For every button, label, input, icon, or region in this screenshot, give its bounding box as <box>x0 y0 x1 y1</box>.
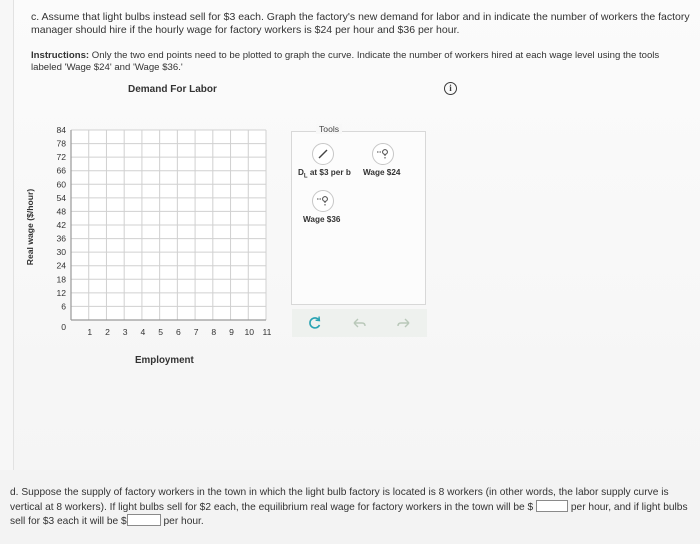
tool-wage-36-label[interactable]: Wage $36 <box>303 215 341 224</box>
redo-glyph <box>393 312 415 334</box>
x-tick-label: 2 <box>105 327 110 337</box>
point-tool-icon[interactable] <box>372 143 394 165</box>
y-tick-label: 30 <box>56 247 66 258</box>
x-tick-label: 4 <box>140 327 146 337</box>
y-tick-label: 84 <box>56 125 66 135</box>
x-axis-label: Employment <box>135 355 194 366</box>
tool-demand-label[interactable] <box>298 168 351 180</box>
tools-legend: Tools <box>316 124 342 134</box>
tool-demand-label-sub: L <box>303 173 308 180</box>
y-tick-label: 72 <box>56 152 66 163</box>
x-tick-label: 11 <box>262 327 272 337</box>
undo-icon[interactable] <box>348 312 370 334</box>
chart-title: Demand For Labor <box>128 84 217 95</box>
point-tool-icon[interactable] <box>312 190 334 212</box>
answer-input-wage-3[interactable] <box>127 514 161 526</box>
question-d-text-3: per hour. <box>160 516 204 528</box>
info-icon[interactable]: i <box>444 82 457 95</box>
x-tick-label: 7 <box>193 327 199 337</box>
y-axis-label: Real wage ($/hour) <box>25 188 35 266</box>
x-tick-label: 1 <box>87 327 93 337</box>
origin-label: 0 <box>61 322 66 332</box>
y-tick-label: 78 <box>56 138 66 149</box>
line-tool-glyph <box>313 144 333 164</box>
y-tick-label: 60 <box>56 179 66 190</box>
x-tick-label: 10 <box>244 327 255 337</box>
x-tick-label: 6 <box>175 327 181 337</box>
line-tool-icon[interactable] <box>312 143 334 165</box>
x-tick-label: 9 <box>229 327 234 337</box>
reset-glyph <box>304 312 326 334</box>
tool-wage-24-label[interactable]: Wage $24 <box>363 168 401 177</box>
y-tick-label: 36 <box>56 233 66 244</box>
y-tick-label: 6 <box>61 301 66 312</box>
y-tick-label: 24 <box>56 260 66 271</box>
redo-icon[interactable] <box>393 312 415 334</box>
question-d-text-2: per hour, and if light bulbs sell for $3 each it will be $ <box>10 501 688 528</box>
y-tick-label: 48 <box>56 206 66 217</box>
question-d-text-1: d. Suppose the supply of factory workers in the town in which the light bulb factory is located is 8 workers (in other words, the labor supply curve is vertical at 8 workers). If light bulbs sell for $2 each, the equilibrium real wage for factory workers in the town will be $ <box>10 487 669 513</box>
instructions-label: Instructions: <box>31 50 90 61</box>
y-tick-label: 66 <box>56 165 66 176</box>
y-tick-label: 18 <box>56 274 66 285</box>
y-tick-label: 54 <box>56 192 66 203</box>
point-tool-glyph <box>313 191 333 211</box>
y-tick-label: 42 <box>56 220 66 230</box>
x-tick-label: 3 <box>122 327 128 337</box>
action-bar <box>292 309 427 337</box>
question-c-text: c. Assume that light bulbs instead sell for $3 each. Graph the factory's new demand for labor and in indicate the number of workers the factory manager should hire if the hourly wage for factory workers is $24 per hour and $36 per hour. <box>31 11 690 36</box>
tool-demand-label-main: D <box>298 168 304 177</box>
y-tick-label: 12 <box>56 287 66 298</box>
x-tick-label: 8 <box>211 327 217 337</box>
x-tick-label: 5 <box>158 327 164 337</box>
question-d <box>10 487 696 529</box>
answer-input-wage-2[interactable] <box>536 500 568 512</box>
undo-glyph <box>348 312 370 334</box>
tool-demand-label-rest: at $3 per b <box>307 168 351 177</box>
reset-icon[interactable] <box>304 312 326 334</box>
point-tool-glyph <box>373 144 393 164</box>
instructions-text: Only the two end points need to be plotted to graph the curve. Indicate the number of workers hired at each wage level using the tools labeled 'Wage $24' and 'Wage $36.' <box>31 50 660 73</box>
